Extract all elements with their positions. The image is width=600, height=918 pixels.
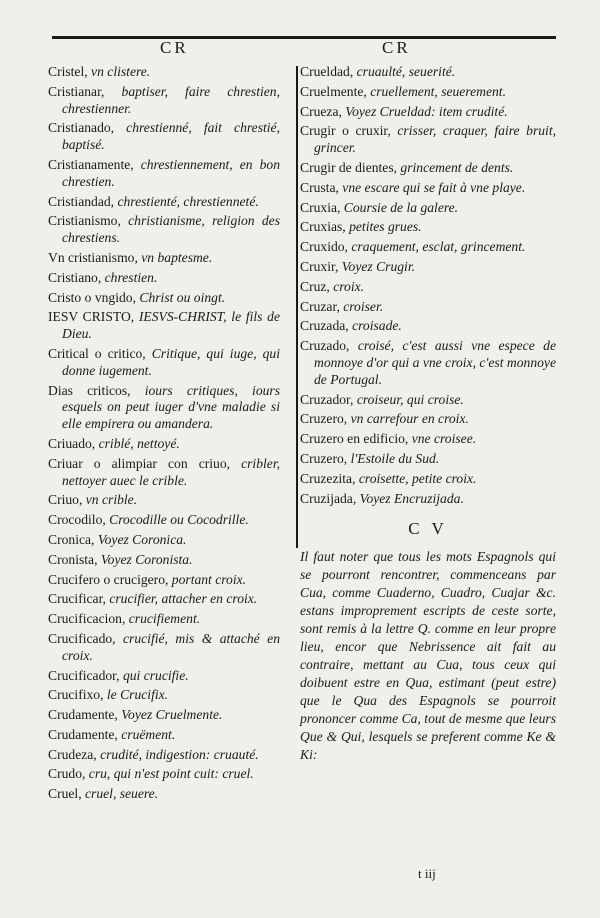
entry-headword: Cristiandad, <box>48 193 115 209</box>
dictionary-entry <box>48 250 280 267</box>
entry-headword: Crucifixo, <box>48 687 104 703</box>
dictionary-entry <box>48 512 280 529</box>
entry-translation: Voyez Encruzijada. <box>356 490 464 506</box>
dictionary-entry <box>48 747 280 764</box>
entry-translation: vne escare qui se fait à vne playe. <box>338 179 526 195</box>
entry-translation: croix. <box>329 278 365 294</box>
dictionary-entry <box>48 492 280 509</box>
dictionary-entry <box>300 219 556 236</box>
entry-headword: Crueldad, <box>300 64 354 79</box>
dictionary-entry <box>300 451 556 468</box>
dictionary-entry <box>48 270 280 287</box>
entry-headword: Crucificado, <box>48 630 116 646</box>
dictionary-entry <box>300 471 556 488</box>
entry-translation: Critique, qui iuge, qui donne iugement. <box>62 345 280 378</box>
entry-translation: chrestien. <box>101 269 158 285</box>
entry-headword: Cruzero, <box>300 411 348 427</box>
entry-headword: Crucificador, <box>48 667 120 683</box>
entry-headword: Criuo, <box>48 492 83 508</box>
dictionary-entry <box>300 431 556 448</box>
dictionary-entry <box>300 160 556 177</box>
entry-translation: cruellement, seuerement. <box>366 83 506 99</box>
dictionary-entry <box>300 180 556 197</box>
entry-translation: croisé, c'est aussi vne espece de monnoye d'or qui a vne croix, c'est monnoye de Portugal. <box>314 338 556 387</box>
entry-headword: Cruxia, <box>300 199 341 215</box>
entry-translation: crudité, indigestion: cruauté. <box>96 746 259 762</box>
entry-translation: cru, qui n'est point cuit: cruel. <box>85 766 254 782</box>
dictionary-entry <box>48 631 280 665</box>
entry-translation: chrestienté, chrestienneté. <box>114 193 259 209</box>
entry-translation: petites grues. <box>345 219 422 235</box>
entry-headword: Crudeza, <box>48 746 97 762</box>
dictionary-entry <box>48 194 280 211</box>
entry-translation: crisser, craquer, faire bruit, grincer. <box>314 123 556 156</box>
dictionary-entry <box>300 318 556 335</box>
column-divider <box>296 66 298 548</box>
entry-headword: Cruzijada, <box>300 490 357 506</box>
entry-translation: baptiser, faire chrestien, chrestienner. <box>62 83 280 116</box>
entry-headword: Cristianamente, <box>48 156 134 172</box>
dictionary-entry <box>48 309 280 343</box>
dictionary-entry <box>300 392 556 409</box>
entry-translation: l'Estoile du Sud. <box>347 450 440 466</box>
dictionary-entry <box>48 346 280 380</box>
entry-headword: Cruxido, <box>300 239 348 255</box>
dictionary-entry <box>300 411 556 428</box>
entry-headword: Crueza, <box>300 103 342 119</box>
cv-paragraph: Il faut noter que tous les mots Espagnols qui se pourront rencontrer, commenceans par Cua, comme Cuaderno, Cuadro, Cuajar &c. estans improprement escripts de ceste sorte, sont remis à la lettre Q. comme en leur propre lieu, encor que Nebrissence ait fait au contraire, mettant au Cua, tous ceux qui doibuent estre en Qua, estimant (peut estre) que le Qua des Espagnols se pourroit prononcer comme Ca, tout de mesme que leurs Que & Qui, lesquels se preferent comme Ke & Ki: <box>300 549 556 763</box>
entry-translation: qui crucifie. <box>119 667 189 683</box>
entry-headword: Cruxir, <box>300 258 339 274</box>
dictionary-entry <box>300 64 556 81</box>
dictionary-entry <box>48 532 280 549</box>
dictionary-entry <box>48 687 280 704</box>
entry-headword: Criuado, <box>48 435 96 451</box>
entry-headword: Crudo, <box>48 766 86 782</box>
entry-translation: cruëment. <box>117 726 176 742</box>
entry-translation: christianisme, religion des chrestiens. <box>62 213 280 246</box>
entry-headword: Crudamente, <box>48 707 118 723</box>
signature-mark: t iij <box>418 866 436 881</box>
entry-translation: vne croisee. <box>408 431 477 447</box>
right-running-head: CR <box>382 38 411 57</box>
dictionary-entry <box>300 84 556 101</box>
dictionary-entry <box>300 104 556 121</box>
entry-translation: Voyez Coronista. <box>97 551 193 567</box>
entry-headword: Cruelmente, <box>300 83 367 99</box>
entry-headword: Criuar o alimpiar con criuo, <box>48 455 231 471</box>
entry-headword: Cronica, <box>48 531 95 547</box>
dictionary-entry <box>300 279 556 296</box>
entry-headword: Crucificar, <box>48 591 106 607</box>
entry-headword: Cruxias, <box>300 219 346 235</box>
entry-headword: Crudamente, <box>48 726 118 742</box>
entry-translation: Voyez Crugir. <box>338 258 416 274</box>
dictionary-entry <box>300 491 556 508</box>
dictionary-entry <box>48 456 280 490</box>
dictionary-entry <box>48 572 280 589</box>
entry-headword: Cruzar, <box>300 298 340 314</box>
entry-headword: Cruzada, <box>300 318 349 334</box>
entry-headword: Cruzador, <box>300 391 354 407</box>
dictionary-entry <box>300 338 556 388</box>
left-column <box>48 64 280 806</box>
entry-translation: le Crucifix. <box>103 687 169 703</box>
dictionary-entry <box>48 786 280 803</box>
right-column <box>300 64 556 764</box>
entry-headword: Cruzero en edificio, <box>300 431 409 447</box>
dictionary-entry <box>300 239 556 256</box>
top-rule <box>52 36 556 39</box>
dictionary-entry <box>48 84 280 118</box>
dictionary-entry <box>48 668 280 685</box>
entry-headword: Cronista, <box>48 551 98 567</box>
entry-translation: vn baptesme. <box>137 249 213 265</box>
left-running-head: CR <box>160 38 189 57</box>
entry-headword: IESV CRISTO, <box>48 309 135 325</box>
dictionary-entry <box>48 707 280 724</box>
entry-headword: Cruzado, <box>300 338 350 354</box>
entry-translation: IESVS-CHRIST, le fils de Dieu. <box>62 309 280 342</box>
entry-headword: Cristianar, <box>48 83 105 99</box>
entry-translation: crucifié, mis & attaché en croix. <box>62 630 280 663</box>
entry-headword: Crugir de dientes, <box>300 159 398 175</box>
entry-translation: crucifiement. <box>125 611 201 627</box>
dictionary-entry <box>48 766 280 783</box>
dictionary-entry <box>48 120 280 154</box>
entry-headword: Crusta, <box>300 179 339 195</box>
entry-translation: cribler, nettoyer auec le crible. <box>62 455 280 488</box>
dictionary-entry <box>48 436 280 453</box>
entry-translation: chrestiennement, en bon chrestien. <box>62 156 280 189</box>
entry-translation: Voyez Cruelmente. <box>117 707 223 723</box>
entry-headword: Cristel, <box>48 64 88 79</box>
entry-translation: chrestienné, fait chrestié, baptisé. <box>62 120 280 153</box>
entry-headword: Cruzero, <box>300 450 348 466</box>
entry-headword: Cristianismo, <box>48 213 121 229</box>
entry-translation: Crocodille ou Cocodrille. <box>105 512 249 528</box>
entry-headword: Critical o critico, <box>48 345 146 361</box>
entry-translation: Christ ou oingt. <box>136 289 226 305</box>
dictionary-entry <box>48 611 280 628</box>
entry-translation: cruaulté, seuerité. <box>353 64 456 79</box>
entry-translation: craquement, esclat, grincement. <box>347 239 526 255</box>
entry-translation: Coursie de la galere. <box>340 199 459 215</box>
entry-translation: Voyez Crueldad: item crudité. <box>341 103 508 119</box>
entry-translation: croiseur, qui croise. <box>353 391 464 407</box>
entry-headword: Crugir o cruxir, <box>300 123 391 139</box>
dictionary-entry <box>300 299 556 316</box>
dictionary-entry <box>48 64 280 81</box>
entry-headword: Cruzezita, <box>300 470 356 486</box>
entry-headword: Cristiano, <box>48 269 102 285</box>
dictionary-entry <box>300 200 556 217</box>
entry-translation: Voyez Coronica. <box>94 531 187 547</box>
entry-translation: cruel, seuere. <box>81 786 159 802</box>
dictionary-entry <box>48 727 280 744</box>
dictionary-entry <box>300 123 556 157</box>
dictionary-entry <box>48 383 280 433</box>
dictionary-entry <box>48 552 280 569</box>
entry-headword: Crocodilo, <box>48 512 106 528</box>
dictionary-entry <box>48 591 280 608</box>
entry-headword: Dias criticos, <box>48 382 131 398</box>
entry-translation: vn carrefour en croix. <box>347 411 469 427</box>
entry-translation: portant croix. <box>168 571 247 587</box>
entry-headword: Cruz, <box>300 278 330 294</box>
section-heading: C V <box>408 519 448 539</box>
entry-translation: croisade. <box>348 318 402 334</box>
dictionary-entry <box>48 290 280 307</box>
entry-translation: crucifier, attacher en croix. <box>105 591 258 607</box>
entry-headword: Crucifero o crucigero, <box>48 571 169 587</box>
entry-translation: criblé, nettoyé. <box>95 435 180 451</box>
entry-translation: croisette, petite croix. <box>355 470 477 486</box>
entry-headword: Cruel, <box>48 786 82 802</box>
entry-translation: vn crible. <box>82 492 138 508</box>
dictionary-entry <box>48 213 280 247</box>
entry-translation: grincement de dents. <box>397 159 514 175</box>
entry-headword: Cristianado, <box>48 120 115 136</box>
entry-translation: iours critiques, iours esquels on peut iuger d'vne maladie si elle empirera ou amandera. <box>62 382 280 432</box>
dictionary-entry <box>48 157 280 191</box>
dictionary-entry <box>300 259 556 276</box>
entry-headword: Vn cristianismo, <box>48 249 138 265</box>
entry-headword: Cristo o vngido, <box>48 289 136 305</box>
entry-translation: croiser. <box>339 298 384 314</box>
entry-headword: Crucificacion, <box>48 611 126 627</box>
right-entries <box>300 64 556 507</box>
entry-translation: vn clistere. <box>87 64 151 79</box>
